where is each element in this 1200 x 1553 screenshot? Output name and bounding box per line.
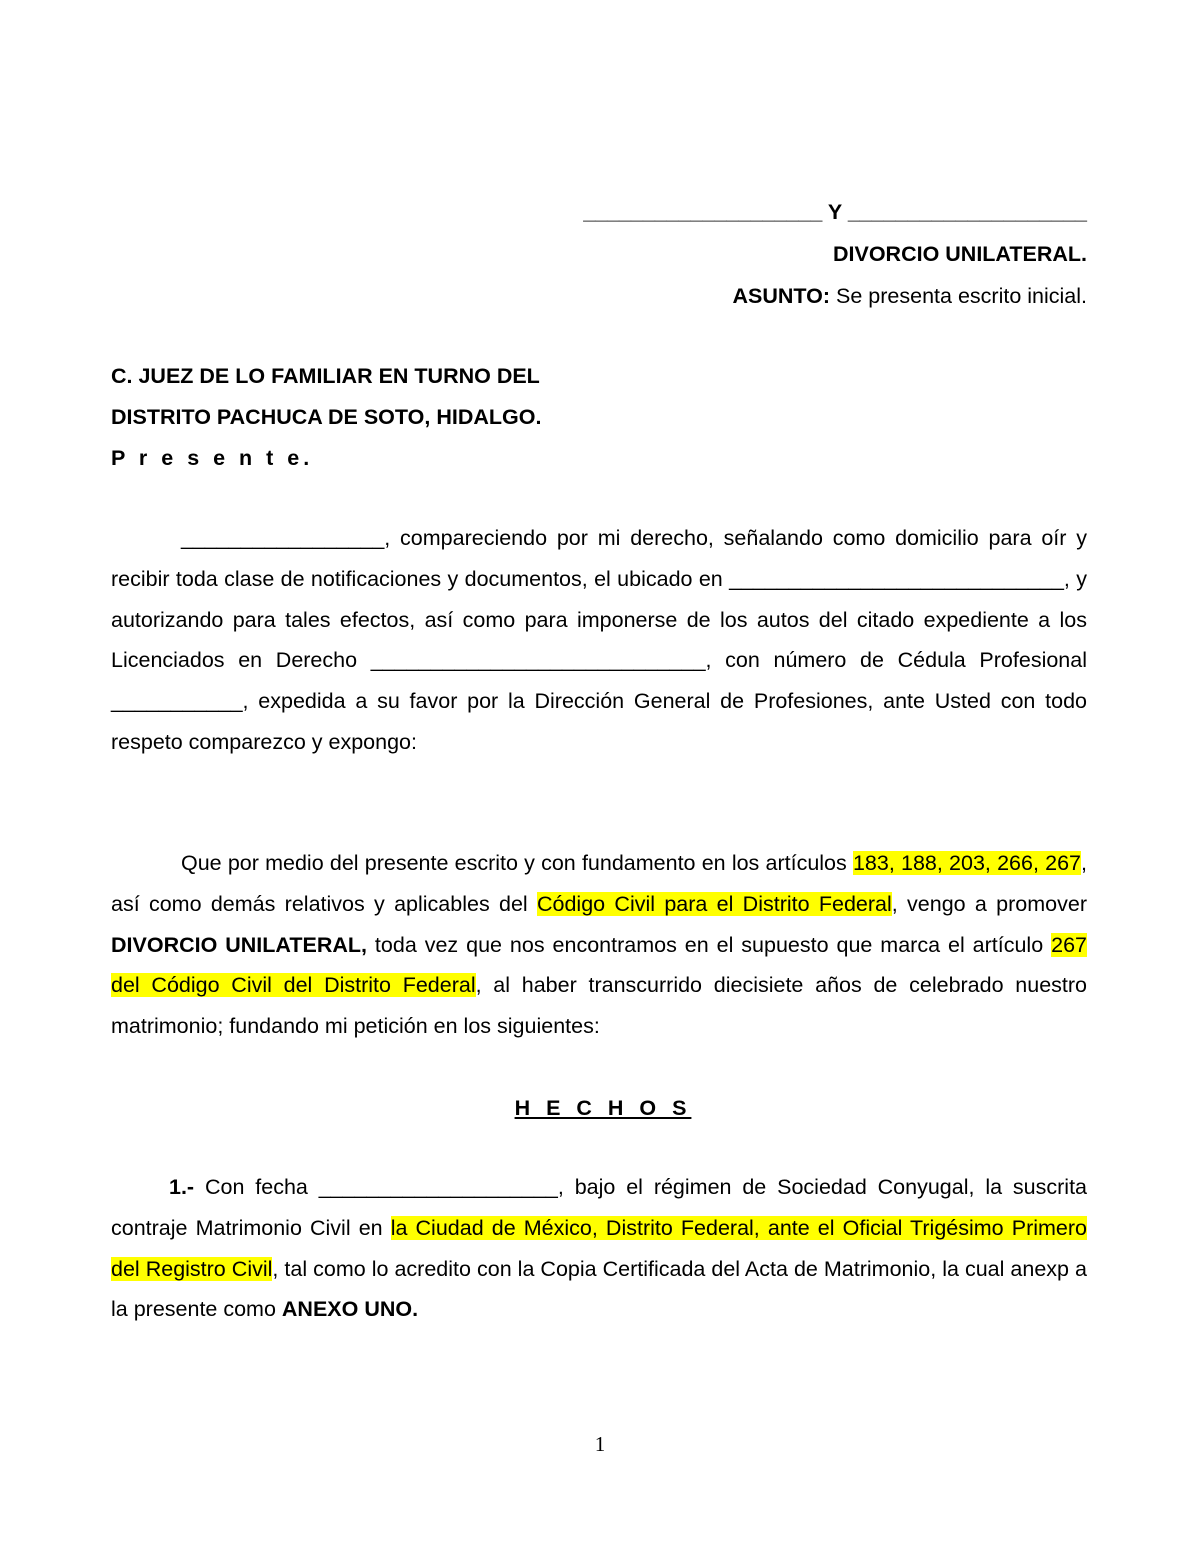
petition-text-4: toda vez que nos encontramos en el supuesto que marca el artículo xyxy=(366,932,1052,957)
addressee-line-2: DISTRITO PACHUCA DE SOTO, HIDALGO. xyxy=(111,405,542,429)
section-title-hechos: H E C H O S xyxy=(514,1096,692,1120)
petition-bold: DIVORCIO UNILATERAL, xyxy=(111,932,367,957)
petition-paragraph xyxy=(111,843,1087,1047)
highlight-article-267: 267 del Código Civil del Distrito Federal xyxy=(111,932,1087,998)
subject-line xyxy=(733,284,1088,309)
parties-line: ____________________ Y ____________________ xyxy=(583,200,1087,224)
fact-1-text-2: , tal como lo acredito con la Copia Certificada del Acta de Matrimonio, la cual anexp a la presente como xyxy=(111,1256,1087,1322)
addressee-line-3: P r e s e n t e. xyxy=(111,446,314,470)
page-number: 1 xyxy=(594,1432,606,1456)
highlight-civil-code: Código Civil para el Distrito Federal xyxy=(536,891,892,916)
case-type: DIVORCIO UNILATERAL. xyxy=(832,242,1087,266)
subject-label: ASUNTO: xyxy=(732,284,831,308)
petition-text-1: Que por medio del presente escrito y con fundamento en los artículos xyxy=(181,851,853,875)
intro-text: _________________, compareciendo por mi derecho, señalando como domicilio para oír y recibir toda clase de notificaciones y documentos, el ubicado en ____________________________, y autorizando para tales efectos, así como para imponerse de los autos del citado expediente a los Licenciados en Derecho ____________________________, con número de Cédula Profesional ___________, expedida a su favor por la Dirección General de Profesiones, ante Usted con todo respeto comparezco y expongo: xyxy=(111,526,1087,754)
petition-text-3: , vengo a promover xyxy=(891,891,1087,916)
fact-1-paragraph xyxy=(111,1167,1087,1330)
fact-1-number: 1.- xyxy=(169,1175,195,1199)
fact-1-annex: ANEXO UNO. xyxy=(281,1297,419,1322)
petition-text-2: , así como demás relativos y aplicables del xyxy=(111,851,1087,916)
addressee-line-1: C. JUEZ DE LO FAMILIAR EN TURNO DEL xyxy=(111,364,540,388)
petition-text-5: , al haber transcurrido diecisiete años de celebrado nuestro matrimonio; fundando mi petición en los siguientes: xyxy=(111,973,1087,1039)
intro-paragraph xyxy=(111,518,1087,763)
highlight-articles: 183, 188, 203, 266, 267 xyxy=(852,851,1082,875)
highlight-registry: la Ciudad de México, Distrito Federal, ante el Oficial Trigésimo Primero del Registro Civil xyxy=(111,1215,1087,1281)
fact-1-text-1: Con fecha ____________________, bajo el régimen de Sociedad Conyugal, la suscrita contraje Matrimonio Civil en xyxy=(111,1175,1087,1240)
subject-text: Se presenta escrito inicial. xyxy=(830,284,1087,308)
